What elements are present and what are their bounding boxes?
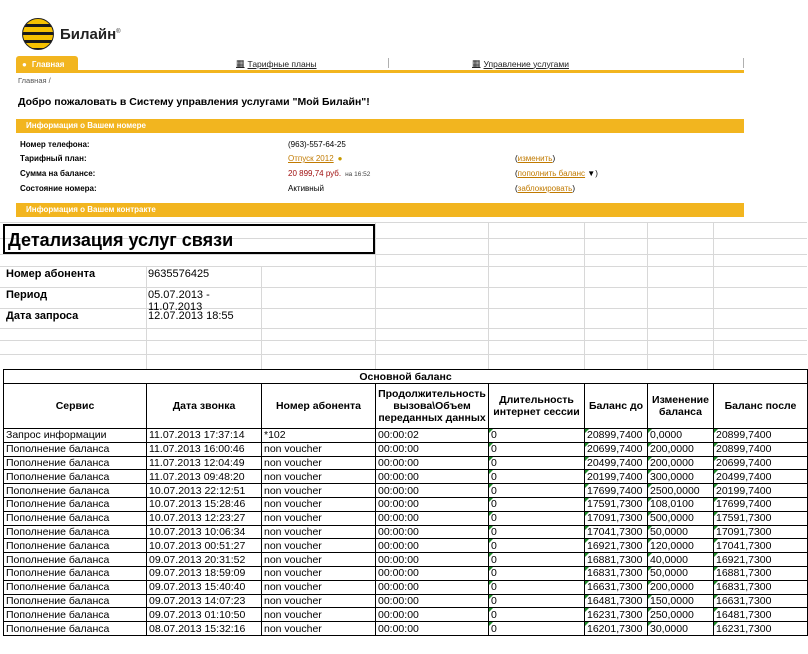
breadcrumb[interactable]: Главная / [18,76,51,85]
welcome-heading: Добро пожаловать в Систему управления услугами "Мой Билайн"! [18,96,370,108]
table-cell[interactable]: non voucher [262,622,376,636]
table-cell[interactable]: 0 [489,511,585,525]
table-cell[interactable]: 00:00:00 [376,594,489,608]
table-cell[interactable]: non voucher [262,566,376,580]
table-cell[interactable]: 00:00:00 [376,566,489,580]
period-value [148,289,210,313]
table-cell[interactable]: 16881,7300 [585,553,648,567]
table-cell[interactable]: 0 [489,456,585,470]
table-cell[interactable]: 10.07.2013 22:12:51 [147,484,262,498]
sheet-gridline [0,222,807,223]
table-cell[interactable]: 17699,7400 [714,497,808,511]
table-cell[interactable]: 20199,7400 [714,484,808,498]
home-icon: ● [22,59,27,69]
nav-divider [743,58,744,68]
table-cell[interactable]: 16921,7300 [714,553,808,567]
table-cell[interactable]: 0 [489,497,585,511]
table-cell[interactable]: 11.07.2013 16:00:46 [147,442,262,456]
table-cell[interactable]: 50,0000 [648,566,714,580]
table-cell[interactable]: 20899,7400 [714,442,808,456]
tab-tariffs[interactable] [236,58,317,69]
table-cell[interactable]: Пополнение баланса [4,539,147,553]
column-header[interactable]: Баланс после [714,384,808,429]
sheet-gridline [0,287,807,288]
table-row [4,580,808,594]
table-cell[interactable]: 16201,7300 [585,622,648,636]
table-cell[interactable]: 10.07.2013 15:28:46 [147,497,262,511]
table-cell[interactable]: 00:00:00 [376,553,489,567]
change-tariff-link[interactable]: изменить [517,154,553,163]
table-cell[interactable]: Пополнение баланса [4,525,147,539]
table-row [4,511,808,525]
table-cell[interactable]: 00:00:00 [376,497,489,511]
table-cell[interactable]: Пополнение баланса [4,594,147,608]
sheet-gridline [146,266,147,370]
table-cell[interactable]: non voucher [262,525,376,539]
table-cell[interactable]: 17091,7300 [714,525,808,539]
dropdown-arrow-icon[interactable]: ▼ [587,169,596,178]
table-cell[interactable]: 09.07.2013 01:10:50 [147,608,262,622]
request-date-value: 12.07.2013 18:55 [148,310,234,322]
table-cell[interactable]: non voucher [262,442,376,456]
table-cell[interactable]: 11.07.2013 09:48:20 [147,470,262,484]
table-cell[interactable]: non voucher [262,539,376,553]
table-cell[interactable]: 200,0000 [648,442,714,456]
table-cell[interactable]: non voucher [262,511,376,525]
table-cell[interactable]: 40,0000 [648,553,714,567]
balance-value-wrap [288,169,370,178]
column-header[interactable]: Длительность интернет сессии [489,384,585,429]
table-cell[interactable]: 0 [489,470,585,484]
table-cell[interactable]: 20899,7400 [714,429,808,443]
sheet-gridline [488,222,489,370]
table-cell[interactable]: 0 [489,594,585,608]
table-cell[interactable]: 108,0100 [648,497,714,511]
block-link[interactable]: заблокировать [517,184,573,193]
table-cell[interactable]: 00:00:00 [376,470,489,484]
table-cell[interactable]: 2500,0000 [648,484,714,498]
table-cell[interactable]: Пополнение баланса [4,442,147,456]
sheet-gridline [375,222,376,370]
phone-label: Номер телефона: [20,140,90,149]
table-cell[interactable]: 16231,7300 [585,608,648,622]
table-cell[interactable]: non voucher [262,456,376,470]
sheet-gridline [584,222,585,370]
table-cell[interactable]: non voucher [262,484,376,498]
table-cell[interactable]: Пополнение баланса [4,580,147,594]
table-cell[interactable]: 16921,7300 [585,539,648,553]
table-cell[interactable]: 09.07.2013 14:07:23 [147,594,262,608]
table-cell[interactable]: 250,0000 [648,608,714,622]
sheet-gridline [0,340,807,341]
tab-services-label: Управление услугами [483,58,569,69]
tariff-value-wrap [288,154,343,163]
table-cell[interactable]: non voucher [262,470,376,484]
tariff-action: (изменить) [515,154,556,163]
balance-value: 20 899,74 руб. [288,169,342,178]
table-row [4,497,808,511]
tab-tariffs-label: Тарифные планы [247,58,317,69]
table-cell[interactable]: 09.07.2013 20:31:52 [147,553,262,567]
table-cell[interactable]: 17091,7300 [585,511,648,525]
brand-name: Билайн® [60,25,121,43]
table-cell[interactable]: 16881,7300 [714,566,808,580]
group-header: Основной баланс [4,370,808,384]
table-row [4,553,808,567]
table-cell[interactable]: 20699,7400 [585,442,648,456]
nav-underline [16,70,744,73]
table-cell[interactable]: 200,0000 [648,456,714,470]
table-cell[interactable]: 16831,7300 [714,580,808,594]
state-label: Состояние номера: [20,184,97,193]
table-cell[interactable]: 20699,7400 [714,456,808,470]
table-cell[interactable]: Пополнение баланса [4,484,147,498]
phone-value: (963)-557-64-25 [288,140,346,149]
table-cell[interactable]: 0 [489,580,585,594]
table-cell[interactable]: 0 [489,484,585,498]
table-cell[interactable]: 10.07.2013 10:06:34 [147,525,262,539]
sheet-gridline [0,308,807,309]
table-cell[interactable]: 08.07.2013 15:32:16 [147,622,262,636]
table-cell[interactable]: 16631,7300 [714,594,808,608]
table-cell[interactable]: 11.07.2013 12:04:49 [147,456,262,470]
sheet-gridline [0,266,807,267]
table-cell[interactable]: 09.07.2013 15:40:40 [147,580,262,594]
tariff-label: Тарифный план: [20,154,87,163]
table-cell[interactable]: 00:00:00 [376,511,489,525]
table-cell[interactable]: 0 [489,525,585,539]
table-cell[interactable]: 0 [489,566,585,580]
table-cell[interactable]: 17591,7300 [585,497,648,511]
sheet-gridline [713,222,714,370]
table-cell[interactable]: *102 [262,429,376,443]
table-cell[interactable]: 00:00:02 [376,429,489,443]
table-cell[interactable]: 11.07.2013 17:37:14 [147,429,262,443]
tab-services[interactable] [472,58,569,69]
table-row [4,622,808,636]
table-row [4,456,808,470]
sheet-gridline [0,254,807,255]
spreadsheet [0,222,807,654]
sheet-gridline [0,354,807,355]
table-cell[interactable]: 16631,7300 [585,580,648,594]
table-row [4,470,808,484]
table-cell[interactable]: non voucher [262,497,376,511]
column-header[interactable]: Сервис [4,384,147,429]
table-cell[interactable]: 16831,7300 [585,566,648,580]
column-header[interactable]: Баланс до [585,384,648,429]
table-cell[interactable]: Пополнение баланса [4,566,147,580]
beeline-logo-icon [22,18,54,50]
table-cell[interactable]: non voucher [262,553,376,567]
period-label: Период [6,289,48,301]
table-cell[interactable]: 0 [489,608,585,622]
table-row [4,484,808,498]
table-row [4,594,808,608]
sheet-gridline [647,222,648,370]
report-title[interactable]: Детализация услуг связи [3,224,375,254]
table-cell[interactable]: Пополнение баланса [4,497,147,511]
tariffs-icon: ▦ [236,58,245,68]
nav-divider [388,58,389,68]
table-cell[interactable]: 00:00:00 [376,539,489,553]
details-table [3,369,808,636]
period-end: 11.07.2013 [148,301,203,313]
sheet-gridline [0,328,807,329]
table-cell[interactable]: 0 [489,622,585,636]
services-icon: ▦ [472,58,481,68]
table-cell[interactable]: non voucher [262,580,376,594]
table-cell[interactable]: 20499,7400 [585,456,648,470]
table-cell[interactable]: non voucher [262,594,376,608]
table-cell[interactable]: 00:00:00 [376,608,489,622]
balance-label: Сумма на балансе: [20,169,96,178]
table-cell[interactable]: 09.07.2013 18:59:09 [147,566,262,580]
table-row [4,429,808,443]
column-header[interactable]: Изменение баланса [648,384,714,429]
sheet-gridline [261,266,262,370]
table-cell[interactable]: 16481,7300 [585,594,648,608]
beeline-logo[interactable] [22,18,121,50]
column-header-row [4,384,808,429]
table-cell[interactable]: 16481,7300 [714,608,808,622]
table-row [4,539,808,553]
table-cell[interactable]: 30,0000 [648,622,714,636]
column-header[interactable]: Дата звонка [147,384,262,429]
table-cell[interactable]: 150,0000 [648,594,714,608]
table-cell[interactable]: 50,0000 [648,525,714,539]
table-cell[interactable]: 0 [489,553,585,567]
balance-time: на 16:52 [345,171,371,178]
table-cell[interactable]: 300,0000 [648,470,714,484]
table-cell[interactable]: 17041,7300 [714,539,808,553]
request-date-label: Дата запроса [6,310,79,322]
table-cell[interactable]: 10.07.2013 00:51:27 [147,539,262,553]
table-cell[interactable]: 00:00:00 [376,456,489,470]
table-cell[interactable]: Пополнение баланса [4,456,147,470]
table-cell[interactable]: Запрос информации [4,429,147,443]
balance-action: (пополнить баланс ▼) [515,169,598,178]
table-cell[interactable]: 0,0000 [648,429,714,443]
table-row [4,608,808,622]
table-cell[interactable]: non voucher [262,608,376,622]
table-cell[interactable]: 00:00:00 [376,622,489,636]
subscriber-label: Номер абонента [6,268,96,280]
column-header[interactable]: Продолжительность вызова\Объем переданных данных [376,384,489,429]
table-cell[interactable]: 00:00:00 [376,580,489,594]
table-row [4,442,808,456]
table-cell[interactable]: 200,0000 [648,580,714,594]
table-cell[interactable]: 00:00:00 [376,525,489,539]
table-cell[interactable]: 20199,7400 [585,470,648,484]
table-body [4,429,808,636]
column-header[interactable]: Номер абонента [262,384,376,429]
contract-info-header: Информация о Вашем контракте [16,203,744,217]
table-cell[interactable]: 16231,7300 [714,622,808,636]
table-cell[interactable]: Пополнение баланса [4,470,147,484]
table-cell[interactable]: 0 [489,429,585,443]
state-action: (заблокировать) [515,184,576,193]
number-info-header: Информация о Вашем номере [16,119,744,133]
table-cell[interactable]: 0 [489,442,585,456]
table-cell[interactable]: 20899,7400 [585,429,648,443]
table-cell[interactable]: 20499,7400 [714,470,808,484]
subscriber-value: 9635576425 [148,268,210,280]
table-cell[interactable]: 17041,7300 [585,525,648,539]
table-cell[interactable]: 10.07.2013 12:23:27 [147,511,262,525]
table-cell[interactable]: 17699,7400 [585,484,648,498]
state-value: Активный [288,184,324,193]
top-up-link[interactable]: пополнить баланс [517,169,586,178]
table-row [4,525,808,539]
table-cell[interactable]: 120,0000 [648,539,714,553]
table-cell[interactable]: 00:00:00 [376,442,489,456]
table-row [4,566,808,580]
table-cell[interactable]: 17591,7300 [714,511,808,525]
period-start: 05.07.2013 - [148,289,210,301]
table-cell[interactable]: Пополнение баланса [4,511,147,525]
table-cell[interactable]: 00:00:00 [376,484,489,498]
table-cell[interactable]: Пополнение баланса [4,622,147,636]
beeline-portal [0,0,807,222]
tariff-link[interactable]: Отпуск 2012 [288,154,334,163]
table-cell[interactable]: Пополнение баланса [4,553,147,567]
main-nav [16,56,744,72]
coin-icon: ● [337,154,343,163]
table-cell[interactable]: 500,0000 [648,511,714,525]
table-cell[interactable]: Пополнение баланса [4,608,147,622]
table-cell[interactable]: 0 [489,539,585,553]
tab-home-label: Главная [31,59,65,69]
